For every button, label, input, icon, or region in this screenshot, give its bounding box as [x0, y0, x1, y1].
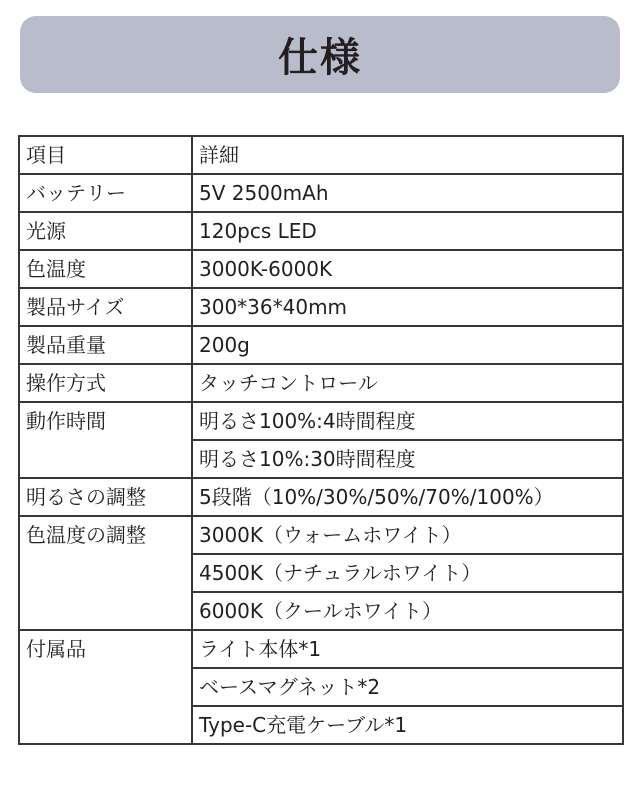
battery-value: 5V 2500mAh — [192, 174, 623, 212]
light-source-value: 120pcs LED — [192, 212, 623, 250]
table-row — [19, 478, 623, 516]
run-time-value-2: 明るさ10%:30時間程度 — [192, 440, 623, 478]
size-value: 300*36*40mm — [192, 288, 623, 326]
brightness-value: 5段階（10%/30%/50%/70%/100%） — [192, 478, 623, 516]
spec-table — [18, 135, 624, 745]
accessories-value-1: ライト本体*1 — [192, 630, 623, 668]
table-row — [19, 516, 623, 554]
color-adjust-label: 色温度の調整 — [19, 516, 192, 630]
header-label-cell: 項目 — [19, 136, 192, 174]
run-time-value-1: 明るさ100%:4時間程度 — [192, 402, 623, 440]
header-value-cell: 詳細 — [192, 136, 623, 174]
battery-label: バッテリー — [19, 174, 192, 212]
table-row — [19, 288, 623, 326]
weight-label: 製品重量 — [19, 326, 192, 364]
title-banner — [20, 16, 620, 93]
accessories-label: 付属品 — [19, 630, 192, 744]
color-temp-value: 3000K-6000K — [192, 250, 623, 288]
table-row — [19, 630, 623, 668]
operation-label: 操作方式 — [19, 364, 192, 402]
operation-value: タッチコントロール — [192, 364, 623, 402]
page-title: 仕様 — [278, 35, 362, 81]
accessories-value-3: Type-C充電ケーブル*1 — [192, 706, 623, 744]
brightness-label: 明るさの調整 — [19, 478, 192, 516]
table-row — [19, 326, 623, 364]
size-label: 製品サイズ — [19, 288, 192, 326]
accessories-value-2: ベースマグネット*2 — [192, 668, 623, 706]
table-row — [19, 364, 623, 402]
table-row — [19, 136, 623, 174]
table-row — [19, 402, 623, 440]
color-adjust-value-3: 6000K（クールホワイト） — [192, 592, 623, 630]
table-row — [19, 174, 623, 212]
color-temp-label: 色温度 — [19, 250, 192, 288]
light-source-label: 光源 — [19, 212, 192, 250]
color-adjust-value-2: 4500K（ナチュラルホワイト） — [192, 554, 623, 592]
table-row — [19, 212, 623, 250]
color-adjust-value-1: 3000K（ウォームホワイト） — [192, 516, 623, 554]
weight-value: 200g — [192, 326, 623, 364]
run-time-label: 動作時間 — [19, 402, 192, 478]
table-row — [19, 250, 623, 288]
